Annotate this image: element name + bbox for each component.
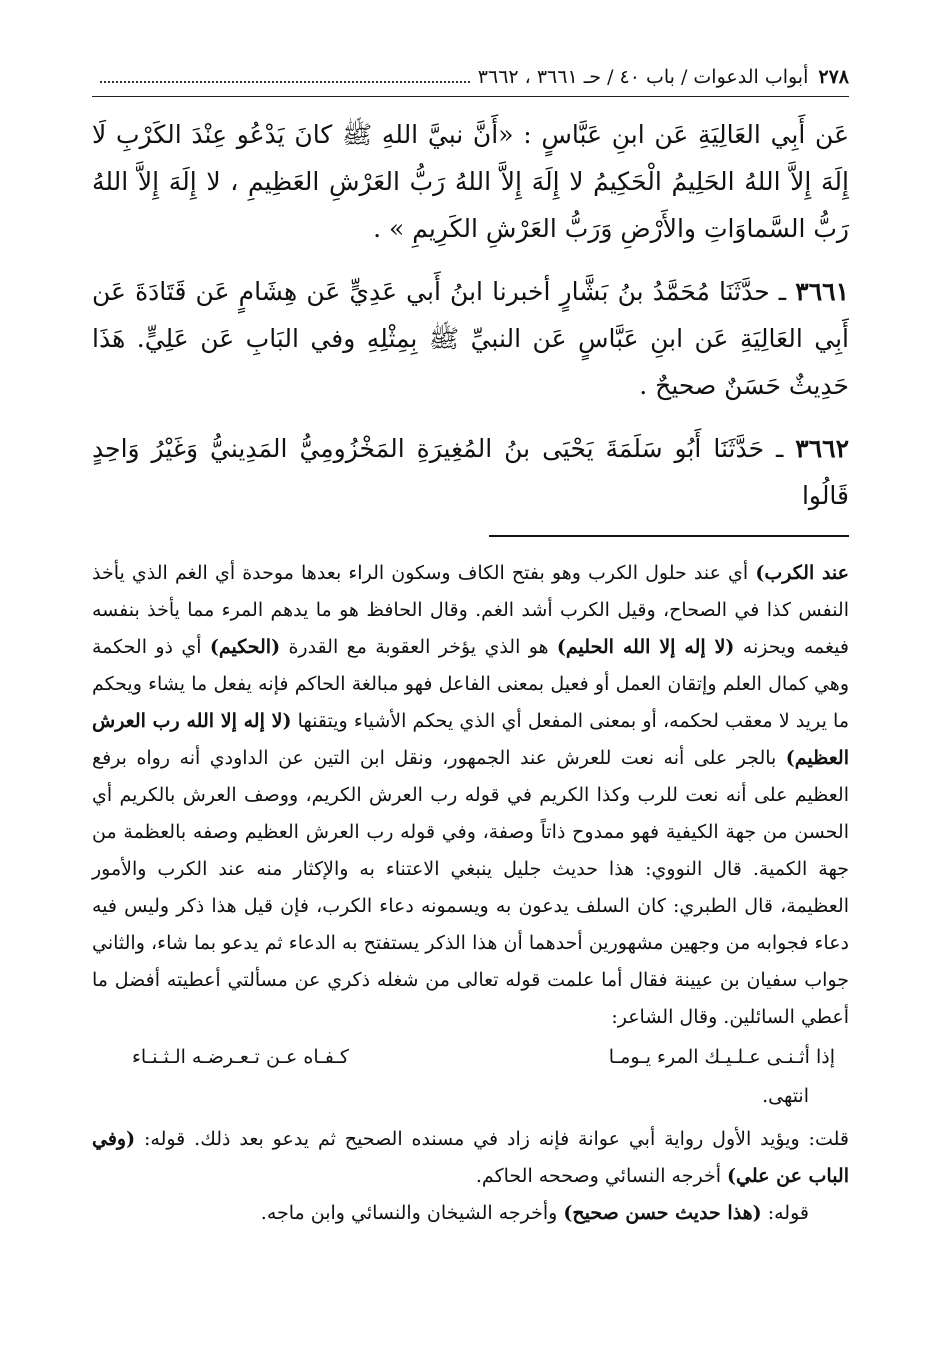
commentary-paragraph-2 (92, 1121, 849, 1195)
verse-first-hemistich: إذا أثـنـى عـلـيـك المرء يـومـا (608, 1046, 835, 1068)
header-dotted-leader (100, 80, 470, 83)
commentary-term-4: (لا إله إلا الله رب العرش العظيم) (92, 710, 849, 769)
commentary-paragraph-1 (92, 555, 849, 1036)
commentary-text-2a: قلت: ويؤيد الأول رواية أبي عوانة فإنه زاد في مسنده الصحيح ثم يدعو بعد ذلك. قوله: (135, 1128, 849, 1150)
hadith-text-3: ـ حَدَّثَنَا أَبُو سَلَمَةَ يَحْيَى بنُ المُغِيرَةِ المَخْزُومِيُّ المَدِينيُّ وَغَيْرُ وَاحِدٍ قَالُوا (92, 434, 849, 510)
verse-end (92, 1078, 849, 1115)
commentary-text-1a: أي عند حلول الكرب وهو بفتح الكاف وسكون الراء بعدها موحدة أي الغم الذي يأخذ النفس كذا في الصحاح، وقيل الكرب أشد الغم. وقال الحافظ هو ما يدهم المرء مما يأخذ بنفسه فيغمه ويحزنه (92, 562, 849, 658)
hadith-text (92, 111, 849, 519)
commentary-term-6: (هذا حديث حسن صحيح) (563, 1202, 762, 1224)
hadith-paragraph-3 (92, 425, 849, 519)
commentary-term-3: (الحكيم) (209, 636, 281, 658)
hadith-paragraph-2 (92, 268, 849, 409)
verse-second-hemistich: كـفـاه عـن تـعـرضـه الـثـنـاء (132, 1046, 349, 1068)
hadith-number-3661: ٣٦٦١ (795, 277, 849, 306)
commentary-text-3a: قوله: (761, 1202, 809, 1224)
commentary-term-1: عند الكرب) (755, 562, 849, 584)
commentary (92, 555, 849, 1232)
poetry-verse (92, 1036, 849, 1078)
footnote-divider (489, 535, 849, 537)
verse-end-text: انتهى. (762, 1085, 809, 1107)
commentary-text-1d: بالجر على أنه نعت للعرش عند الجمهور، ونقل ابن التين عن الداودي أنه رواه برفع العظيم على أنه نعت للرب وكذا الكريم في قوله رب العرش الكريم، ووصف العرش بالكريم أي الحسن من جهة الكيفية فهو ممدوح ذاتاً وصفة، وفي قوله رب العرش العظيم وصفه بالعظمة من جهة الكمية. قال النووي: هذا حديث جليل ينبغي الاعتناء به والإكثار منه عند الكرب والأمور العظيمة، قال الطبري: كان السلف يدعون به ويسمونه دعاء الكرب، فإن قيل هذا ذكر وليس فيه دعاء فجوابه من وجهين مشهورين أحدهما أن هذا الذكر يستفتح به الدعاء ثم يدعو بما شاء، والثاني جواب سفيان بن عيينة فقال أما علمت قوله تعالى من شغله ذكري عن مسألتي أعطيته أفضل ما أعطي السائلين. وقال الشاعر: (92, 747, 849, 1028)
commentary-paragraph-3 (92, 1195, 849, 1232)
running-title: أبواب الدعوات / باب ٤٠ / حـ ٣٦٦١ ، ٣٦٦٢ (477, 66, 809, 88)
commentary-text-3b: وأخرجه الشيخان والنسائي وابن ماجه. (260, 1202, 564, 1224)
commentary-text-2b: أخرجه النسائي وصححه الحاكم. (475, 1165, 728, 1187)
commentary-text-1c: أي ذو الحكمة وهي كمال العلم وإتقان العمل أو فعيل بمعنى الفاعل فهو مبالغة الحاكم فإنه يفعل ما يشاء ويحكم ما يريد لا معقب لحكمه، أو بمعنى المفعل أي الذي يحكم الأشياء ويتقنها (92, 636, 849, 732)
hadith-text-2: ـ حدَّثَنَا مُحَمَّدُ بنُ بَشَّارٍ أخبرنا ابنُ أَبي عَدِيٍّ عَن هِشَامٍ عَن قَتَادَةَ عَن أَبِي العَالِيَةِ عَن ابنِ عَبَّاسٍ عَن النبيِّ ﷺ بِمِثْلِهِ وفي البَابِ عَن عَلِيٍّ. هَذَا حَدِيثٌ حَسَنٌ صحيحٌ . (92, 277, 849, 400)
page-number: ٢٧٨ (818, 66, 849, 88)
hadith-paragraph-1 (92, 111, 849, 252)
page-header (92, 62, 849, 97)
commentary-text-1b: هو الذي يؤخر العقوبة مع القدرة (280, 636, 557, 658)
commentary-term-2: (لا إله إلا الله الحليم) (556, 636, 735, 658)
commentary-term-5: (وفي الباب عن علي) (92, 1128, 849, 1187)
hadith-text-1: عَن أَبِي العَالِيَةِ عَن ابنِ عَبَّاسٍ : «أَنَّ نبيَّ اللهِ ﷺ كانَ يَدْعُو عِنْدَ الكَرْبِ لَا إِلَهَ إِلاَّ اللهُ الحَلِيمُ الْحَكِيمُ لا إِلَهَ إِلاَّ اللهُ رَبُّ العَرْشِ العَظِيمِ ، لا إِلَهَ إِلاَّ اللهُ رَبُّ السَّماوَاتِ والأَرْضِ وَرَبُّ العَرْشِ الكَرِيمِ » . (92, 120, 849, 243)
hadith-number-3662: ٣٦٦٢ (795, 434, 850, 463)
